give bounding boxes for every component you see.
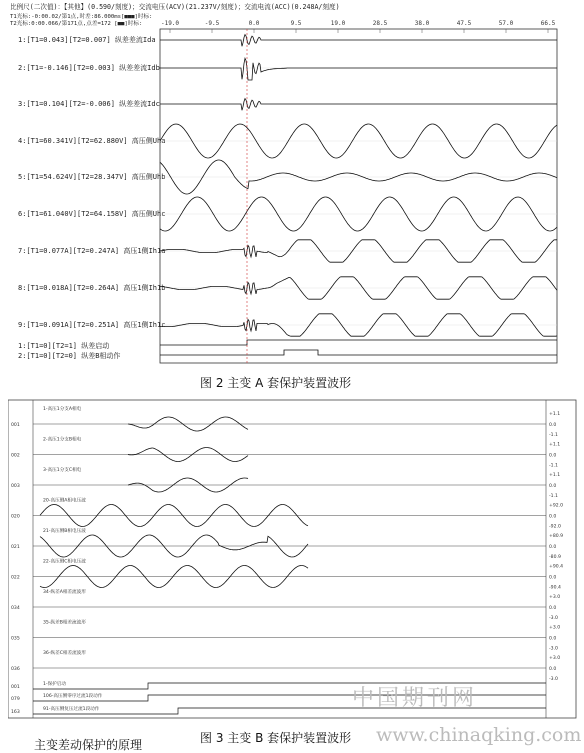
- fig2-scale-top: +1.1: [549, 442, 561, 448]
- watermark-cn: 中国期刊网: [352, 686, 478, 711]
- watermark-url: www.chinaqking.com: [376, 724, 582, 746]
- fig2-analog-rows: [11, 405, 563, 682]
- fig2-scale-mid: 0.0: [549, 484, 557, 489]
- fig2-scale-bot: -3.0: [549, 677, 558, 682]
- fig1-digital-label: 1:[T1=0][T2=1] 纵差启动: [18, 342, 110, 350]
- fig2-row-title: 1-高压1分支A相电: [43, 407, 82, 412]
- fig2-scale-mid: 0.0: [549, 575, 557, 581]
- fig2-scale-mid: 0.0: [549, 606, 557, 611]
- fig2-scale-mid: 0.0: [549, 423, 557, 428]
- figure-3-waveform-panel: [8, 398, 578, 728]
- fig1-waveforms: [160, 35, 557, 355]
- fig2-scale-bot: -3.0: [549, 616, 558, 621]
- fig1-channel-label: 2:[T1=-0.146][T2=0.003] 纵差差流Idb: [18, 64, 160, 72]
- fig2-scale-top: +1.1: [549, 473, 561, 478]
- fig1-tick-label: -19.0: [160, 20, 180, 27]
- fig2-row-title: 2-高压1分支B相电: [43, 437, 82, 443]
- fig1-channel-label: 3:[T1=0.104][T2=-0.006] 纵差差流Idc: [18, 100, 160, 108]
- fig2-row-title: 34-纵差A相差流波形: [43, 590, 86, 595]
- fig2-scale-top: +3.0: [549, 656, 561, 661]
- fig2-scale-top: +92.0: [549, 503, 564, 509]
- fig1-channel-label: 7:[T1=0.077A][T2=0.247A] 高压1侧Ih1a: [18, 247, 166, 255]
- fig2-caption: 图 2 主变 A 套保护装置波形: [200, 376, 352, 390]
- fig2-row-id: 021: [11, 545, 20, 550]
- fig1-time-axis: [161, 20, 556, 33]
- fig2-scale-bot: -92.0: [549, 524, 561, 530]
- fig2-row-id: 034: [11, 606, 20, 611]
- fig1-waveform-trace: [160, 35, 557, 47]
- fig1-tick-label: 38.0: [414, 20, 430, 27]
- fig2-scale-bot: -1.1: [549, 433, 558, 438]
- fig1-digital-trace: [160, 350, 557, 355]
- fig2-row-title: 36-纵差C相差流波形: [43, 651, 86, 656]
- fig2-scale-top: +3.0: [549, 625, 561, 631]
- fig2-row-id: 036: [11, 667, 20, 672]
- fig2-scale-mid: 0.0: [549, 514, 557, 520]
- fig1-digital-trace: [160, 340, 557, 345]
- fig1-tick-label: 66.5: [540, 20, 556, 27]
- fig2-row-id: 020: [11, 514, 20, 520]
- fig2-digital-title: 1-保护启动: [43, 682, 66, 687]
- fig1-cursor-t1: T1光标:-0:00.02/第1点,时差:86.000ms[■■■]时标:: [10, 14, 153, 20]
- fig1-digital-label: 2:[T1=0][T2=0] 纵差B相动作: [18, 352, 121, 360]
- fig2-scale-mid: 0.0: [549, 636, 557, 642]
- fig2-scale-bot: -80.9: [549, 555, 561, 560]
- fig1-tick-label: 28.5: [372, 20, 388, 27]
- fig1-tick-label: 9.5: [290, 20, 302, 27]
- fig2-row-id: 035: [11, 636, 20, 642]
- fig2-digital-id: 163: [11, 710, 20, 715]
- fig2-scale-mid: 0.0: [549, 453, 557, 459]
- footer-heading: 主变差动保护的原理: [34, 738, 143, 752]
- fig2-digital-title: 91-高压侧复压过流1段动作: [43, 707, 100, 712]
- fig2-scale-top: +80.9: [549, 534, 564, 539]
- fig2-scale-bot: -1.1: [549, 463, 558, 469]
- fig2-scale-mid: 0.0: [549, 667, 557, 672]
- fig2-row-title: 3-高压1分支C相电: [43, 468, 82, 473]
- fig1-cursor-t2: T2光标:0:00.066/第171点,点差=172 [■■]时标:: [10, 21, 143, 27]
- fig2-row-id: 003: [11, 484, 20, 489]
- fig2-scale-top: +3.0: [549, 595, 561, 600]
- fig2-row-id: 002: [11, 453, 20, 459]
- fig2-row-title: 35-纵差B相差流波形: [43, 620, 86, 626]
- fig1-channel-label: 8:[T1=0.018A][T2=0.264A] 高压1侧Ih1b: [18, 284, 166, 292]
- fig2-scale-top: +1.1: [549, 412, 561, 417]
- fig1-channel-label: 1:[T1=0.043][T2=0.007] 纵差差流Ida: [18, 36, 156, 44]
- fig2-digital-title: 106-高压侧零序过流1段动作: [43, 694, 103, 699]
- fig2-digital-id: 001: [11, 685, 20, 690]
- fig1-channel-label: 9:[T1=0.091A][T2=0.251A] 高压1侧Ih1c: [18, 321, 166, 329]
- fig3-caption: 图 3 主变 B 套保护装置波形: [200, 731, 352, 745]
- fig2-row-title: 21-高压侧B相电压波: [43, 529, 86, 534]
- fig2-digital-id: 079: [11, 697, 20, 702]
- fig2-row-id: 022: [11, 575, 20, 581]
- fig2-row-title: 20-高压侧A相电压波: [43, 498, 86, 504]
- fig1-tick-label: -9.5: [204, 20, 220, 27]
- fig1-tick-label: 47.5: [456, 20, 472, 27]
- fig1-tick-label: 0.0: [248, 20, 260, 27]
- fig1-channel-labels: [18, 35, 165, 360]
- fig1-plot-border: [160, 29, 557, 363]
- fig2-scale-bot: -3.0: [549, 646, 558, 652]
- fig1-scale-header: 比例尺(二次值)：【其他】(0.590/刻度)；交流电压(ACV)(21.237V/刻度)；交流电流(ACC)(0.248A/刻度): [10, 3, 340, 11]
- fig2-scale-bot: -90.4: [549, 585, 561, 591]
- fig2-scale-bot: -1.1: [549, 494, 558, 499]
- fig1-tick-label: 57.0: [498, 20, 514, 27]
- fig1-tick-label: 19.0: [330, 20, 346, 27]
- fig2-frame: [8, 400, 576, 718]
- fig1-channel-label: 6:[T1=61.040V][T2=64.158V] 高压侧Uhc: [18, 210, 166, 218]
- fig2-scale-top: +90.4: [549, 564, 564, 570]
- fig2-row-id: 001: [11, 423, 20, 428]
- fig2-scale-mid: 0.0: [549, 545, 557, 550]
- fig1-channel-label: 5:[T1=54.624V][T2=28.347V] 高压侧Uhb: [18, 173, 166, 181]
- fig1-channel-label: 4:[T1=60.341V][T2=62.880V] 高压侧Uha: [18, 137, 166, 145]
- fig1-waveform-trace: [160, 99, 557, 111]
- fig1-waveform-trace: [160, 58, 557, 80]
- fig2-row-title: 22-高压侧C相电压波: [43, 559, 86, 565]
